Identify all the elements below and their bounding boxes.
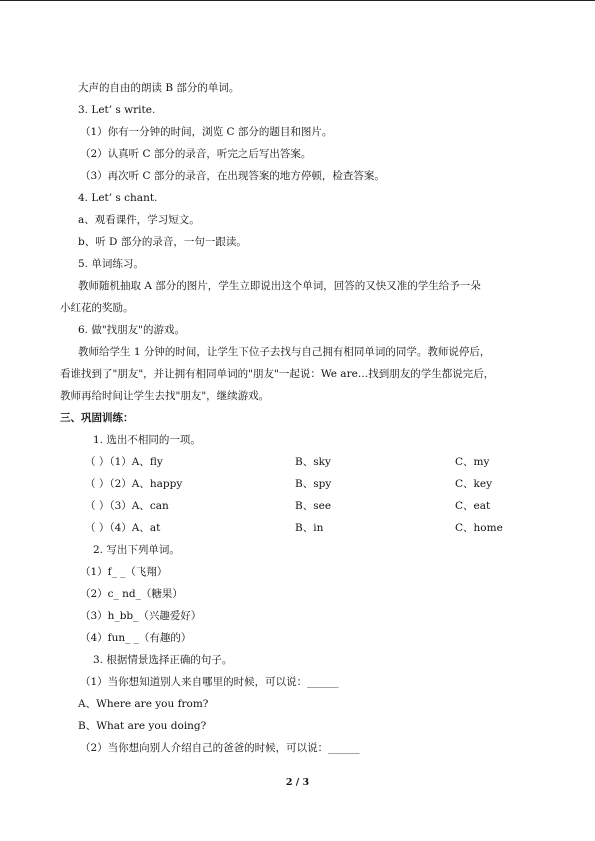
page-number: 2 / 3 — [285, 777, 310, 788]
answer-option: A、Where are you from? — [78, 698, 209, 710]
text-line: 小红花的奖励。 — [60, 302, 134, 314]
text-line: 看谁找到了"朋友"，并让拥有相同单词的"朋友"一起说：We are…找到朋友的学生都说完后， — [60, 368, 495, 380]
choice-c: C、eat — [455, 500, 491, 512]
choice-a: （ ）（3）A、can — [85, 500, 169, 512]
fill-blank-item: （2）c_ nd_（糖果） — [80, 588, 183, 600]
section-heading: 4. Let’ s chant. — [78, 192, 158, 204]
text-line: （1）你有一分钟的时间，浏览 C 部分的题目和图片。 — [80, 126, 333, 138]
section-heading: 6. 做"找朋友"的游戏。 — [78, 324, 186, 336]
question-title: 1. 选出不相同的一项。 — [93, 434, 201, 446]
text-line: （3）再次听 C 部分的录音，在出现答案的地方停顿，检查答案。 — [80, 170, 385, 182]
choice-b: B、in — [295, 522, 324, 534]
text-line: b、听 D 部分的录音，一句一跟读。 — [78, 236, 247, 248]
section-heading: 5. 单词练习。 — [78, 258, 144, 270]
question-title: 3. 根据情景选择正确的句子。 — [93, 654, 233, 666]
choice-c: C、my — [455, 456, 490, 468]
text-line: （2）认真听 C 部分的录音，听完之后写出答案。 — [80, 148, 312, 160]
fill-blank-item: （3）h_bb_（兴趣爱好） — [80, 610, 202, 622]
choice-a: （ ）（2）A、happy — [85, 478, 183, 490]
text-line: 教师给学生 1 分钟的时间，让学生下位子去找与自己拥有相同单词的同学。教师说停后， — [78, 346, 491, 358]
situation-question: （1）当你想知道别人来自哪里的时候，可以说：______ — [80, 676, 339, 688]
choice-b: B、spy — [295, 478, 332, 490]
choice-c: C、key — [455, 478, 493, 490]
choice-a: （ ）（4）A、at — [85, 522, 161, 534]
text-line: a、观看课件，学习短文。 — [78, 214, 200, 226]
text-line: 教师随机抽取 A 部分的图片，学生立即说出这个单词，回答的又快又准的学生给予一朵 — [78, 280, 481, 292]
choice-b: B、sky — [295, 456, 331, 468]
choice-b: B、see — [295, 500, 332, 512]
text-line: 大声的自由的朗读 B 部分的单词。 — [78, 82, 240, 94]
situation-question: （2）当你想向别人介绍自己的爸爸的时候，可以说：______ — [80, 742, 360, 754]
question-title: 2. 写出下列单词。 — [93, 544, 180, 556]
choice-c: C、home — [455, 522, 503, 534]
answer-option: B、What are you doing? — [78, 720, 207, 732]
part-heading: 三、巩固训练： — [60, 412, 134, 424]
text-line: 教师再给时间让学生去找"朋友"，继续游戏。 — [60, 390, 270, 402]
fill-blank-item: （4）fun_ _（有趣的） — [80, 632, 192, 644]
fill-blank-item: （1）f_ _（飞翔） — [80, 566, 168, 578]
choice-a: （ ）（1）A、fly — [85, 456, 163, 468]
section-heading: 3. Let’ s write. — [78, 104, 156, 116]
